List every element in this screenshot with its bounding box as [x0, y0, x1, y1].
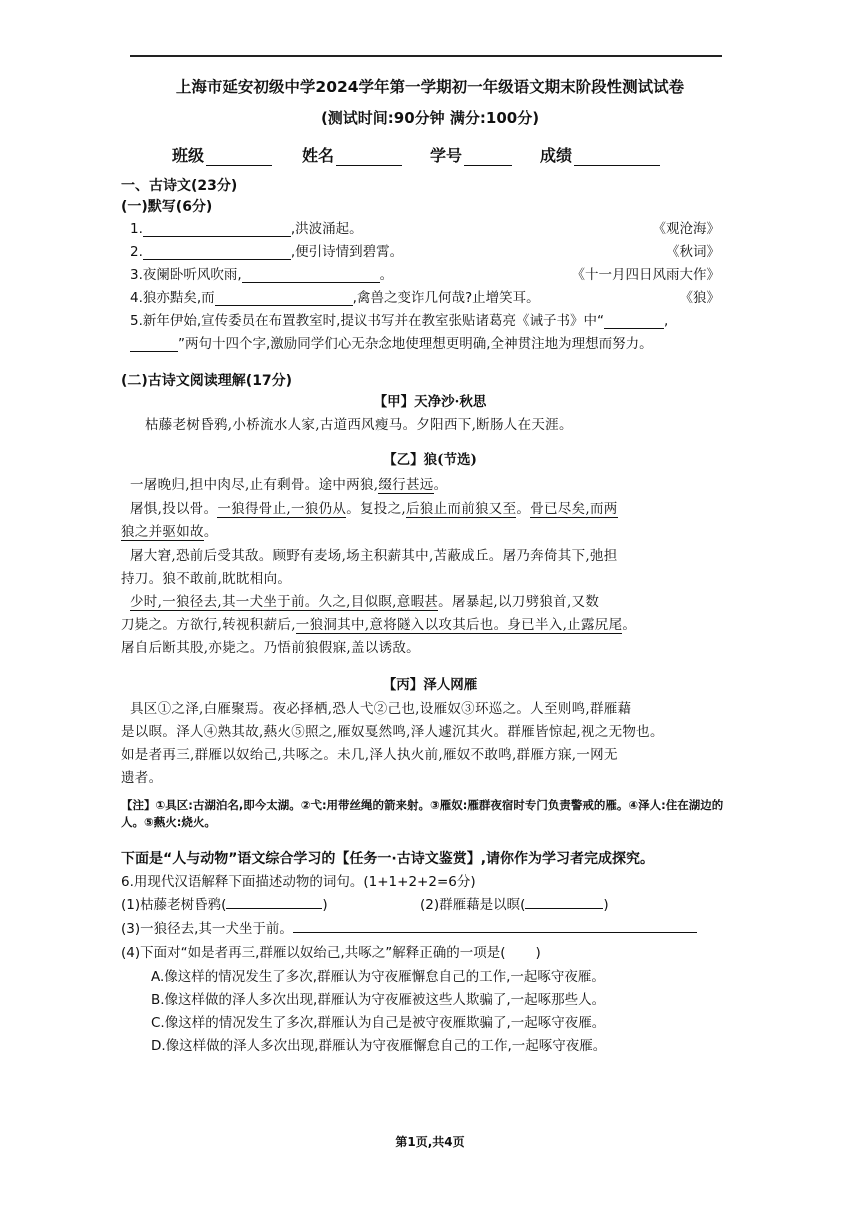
- top-rule: [130, 55, 722, 57]
- source-1: 《观沧海》: [652, 221, 720, 237]
- dictation-item-3: 3.夜阑卧听风吹雨, 。: [130, 267, 394, 283]
- dictation-item-5: 5.新年伊始,宣传委员在布置教室时,提议书写并在教室张贴诸葛亮《诫子书》中“ ,: [130, 313, 669, 329]
- passage-bing-line: 是以暝。泽人④熟其故,爇火⑤照之,雁奴戛然鸣,泽人遽沉其火。群雁皆惊起,视之无物也。: [121, 724, 664, 740]
- passage-yi-line: 少时,一狼径去,其一犬坐于前。久之,目似瞑,意暇甚。屠暴起,以刀劈狼首,又数: [130, 594, 600, 610]
- source-2: 《秋词》: [666, 244, 720, 260]
- annotation-notes: 【注】①具区:古湖泊名,即今太湖。②弋:用带丝绳的箭来射。③雁奴:雁群夜宿时专门负责警戒的雁。④泽人:住在湖边的人。⑤爇火:烧火。: [121, 798, 724, 829]
- score-field[interactable]: [540, 143, 660, 166]
- exam-title: 上海市延安初级中学2024学年第一学期初一年级语文期末阶段性测试试卷: [175, 78, 685, 96]
- passage-bing-line: 如是者再三,群雁以奴绐己,共啄之。未几,泽人执火前,雁奴不敢鸣,群雁方寐,一网无: [121, 747, 618, 763]
- answer-blank[interactable]: [242, 268, 380, 283]
- section1-sub1: (一)默写(6分): [121, 199, 213, 215]
- option-a[interactable]: A.像这样的情况发生了多次,群雁认为守夜雁懈怠自己的工作,一起啄守夜雁。: [151, 969, 605, 985]
- passage-yi-title: 【乙】狼(节选): [383, 452, 477, 468]
- answer-blank[interactable]: [143, 222, 291, 237]
- answer-blank[interactable]: [130, 337, 178, 352]
- task-intro: 下面是“人与动物”语文综合学习的【任务一·古诗文鉴赏】,请你作为学习者完成探究。: [121, 851, 655, 867]
- option-b[interactable]: B.像这样做的泽人多次出现,群雁认为守夜雁被这些人欺骗了,一起啄那些人。: [151, 992, 606, 1008]
- passage-bing-title: 【丙】泽人网雁: [382, 677, 478, 693]
- answer-blank[interactable]: [215, 291, 353, 306]
- passage-bing-line: 遗者。: [121, 770, 163, 786]
- student-id-blank[interactable]: [464, 149, 512, 166]
- option-d[interactable]: D.像这样做的泽人多次出现,群雁认为守夜雁懈怠自己的工作,一起啄守夜雁。: [151, 1038, 607, 1054]
- name-label: 姓名: [302, 146, 335, 165]
- name-blank[interactable]: [336, 149, 402, 166]
- class-blank[interactable]: [206, 149, 272, 166]
- question-6-4: (4)下面对“如是者再三,群雁以奴绐己,共啄之”解释正确的一项是( ): [121, 945, 541, 961]
- source-3: 《十一月四日风雨大作》: [571, 267, 720, 283]
- exam-subtitle: (测试时间:90分钟 满分:100分): [320, 109, 540, 127]
- passage-bing-line: 具区①之泽,白雁聚焉。夜必择栖,恐人弋②己也,设雁奴③环巡之。人至则鸣,群雁藉: [130, 701, 632, 717]
- score-label: 成绩: [540, 146, 573, 165]
- answer-blank[interactable]: [604, 314, 664, 329]
- question-6-3: (3)一狼径去,其一犬坐于前。: [121, 917, 697, 937]
- passage-yi-line: 狼之并驱如故。: [121, 524, 218, 540]
- passage-yi-line: 屠自后断其股,亦毙之。乃悟前狼假寐,盖以诱敌。: [121, 640, 420, 656]
- poem-jia-text: 枯藤老树昏鸦,小桥流水人家,古道西风瘦马。夕阳西下,断肠人在天涯。: [145, 417, 573, 433]
- question-6-2: (2)群雁藉是以暝( ): [420, 897, 609, 913]
- class-label: 班级: [172, 146, 205, 165]
- answer-blank[interactable]: [525, 908, 603, 909]
- dictation-item-1: 1. ,洪波涌起。: [130, 221, 363, 237]
- question-6-1: (1)枯藤老树昏鸦( ): [121, 897, 328, 913]
- score-blank[interactable]: [574, 149, 660, 166]
- name-field[interactable]: [302, 143, 402, 166]
- passage-yi-line: 持刀。狼不敢前,眈眈相向。: [121, 571, 292, 587]
- dictation-item-4: 4.狼亦黠矣,而 ,禽兽之变诈几何哉?止增笑耳。: [130, 290, 540, 306]
- student-id-field[interactable]: [430, 143, 512, 166]
- student-id-label: 学号: [430, 146, 463, 165]
- answer-blank[interactable]: [143, 245, 291, 260]
- passage-yi-line: 屠惧,投以骨。一狼得骨止,一狼仍从。复投之,后狼止而前狼又至。骨已尽矣,而两: [130, 501, 618, 517]
- answer-blank[interactable]: [226, 908, 322, 909]
- poem-jia-title: 【甲】天净沙·秋思: [373, 394, 487, 410]
- answer-line[interactable]: [293, 932, 697, 933]
- passage-yi-line: 一屠晚归,担中肉尽,止有剩骨。途中两狼,缀行甚远。: [130, 477, 448, 493]
- section1-sub2: (二)古诗文阅读理解(17分): [121, 373, 293, 389]
- dictation-item-5-cont: ”两句十四个字,激励同学们心无杂念地使理想更明确,全神贯注地为理想而努力。: [130, 332, 653, 352]
- passage-yi-line: 刀毙之。方欲行,转视积薪后,一狼洞其中,意将隧入以攻其后也。身已半入,止露尻尾。: [121, 617, 637, 633]
- dictation-item-2: 2. ,便引诗情到碧霄。: [130, 244, 404, 260]
- passage-yi-line: 屠大窘,恐前后受其敌。顾野有麦场,场主积薪其中,苫蔽成丘。屠乃奔倚其下,弛担: [130, 548, 618, 564]
- source-4: 《狼》: [679, 290, 720, 306]
- class-field[interactable]: [172, 143, 272, 166]
- option-c[interactable]: C.像这样的情况发生了多次,群雁认为自己是被守夜雁欺骗了,一起啄守夜雁。: [151, 1015, 606, 1031]
- question-6: 6.用现代汉语解释下面描述动物的词句。(1+1+2+2=6分): [121, 874, 476, 890]
- page-footer: 第1页,共4页: [395, 1135, 465, 1149]
- section1-heading: 一、古诗文(23分): [121, 178, 238, 194]
